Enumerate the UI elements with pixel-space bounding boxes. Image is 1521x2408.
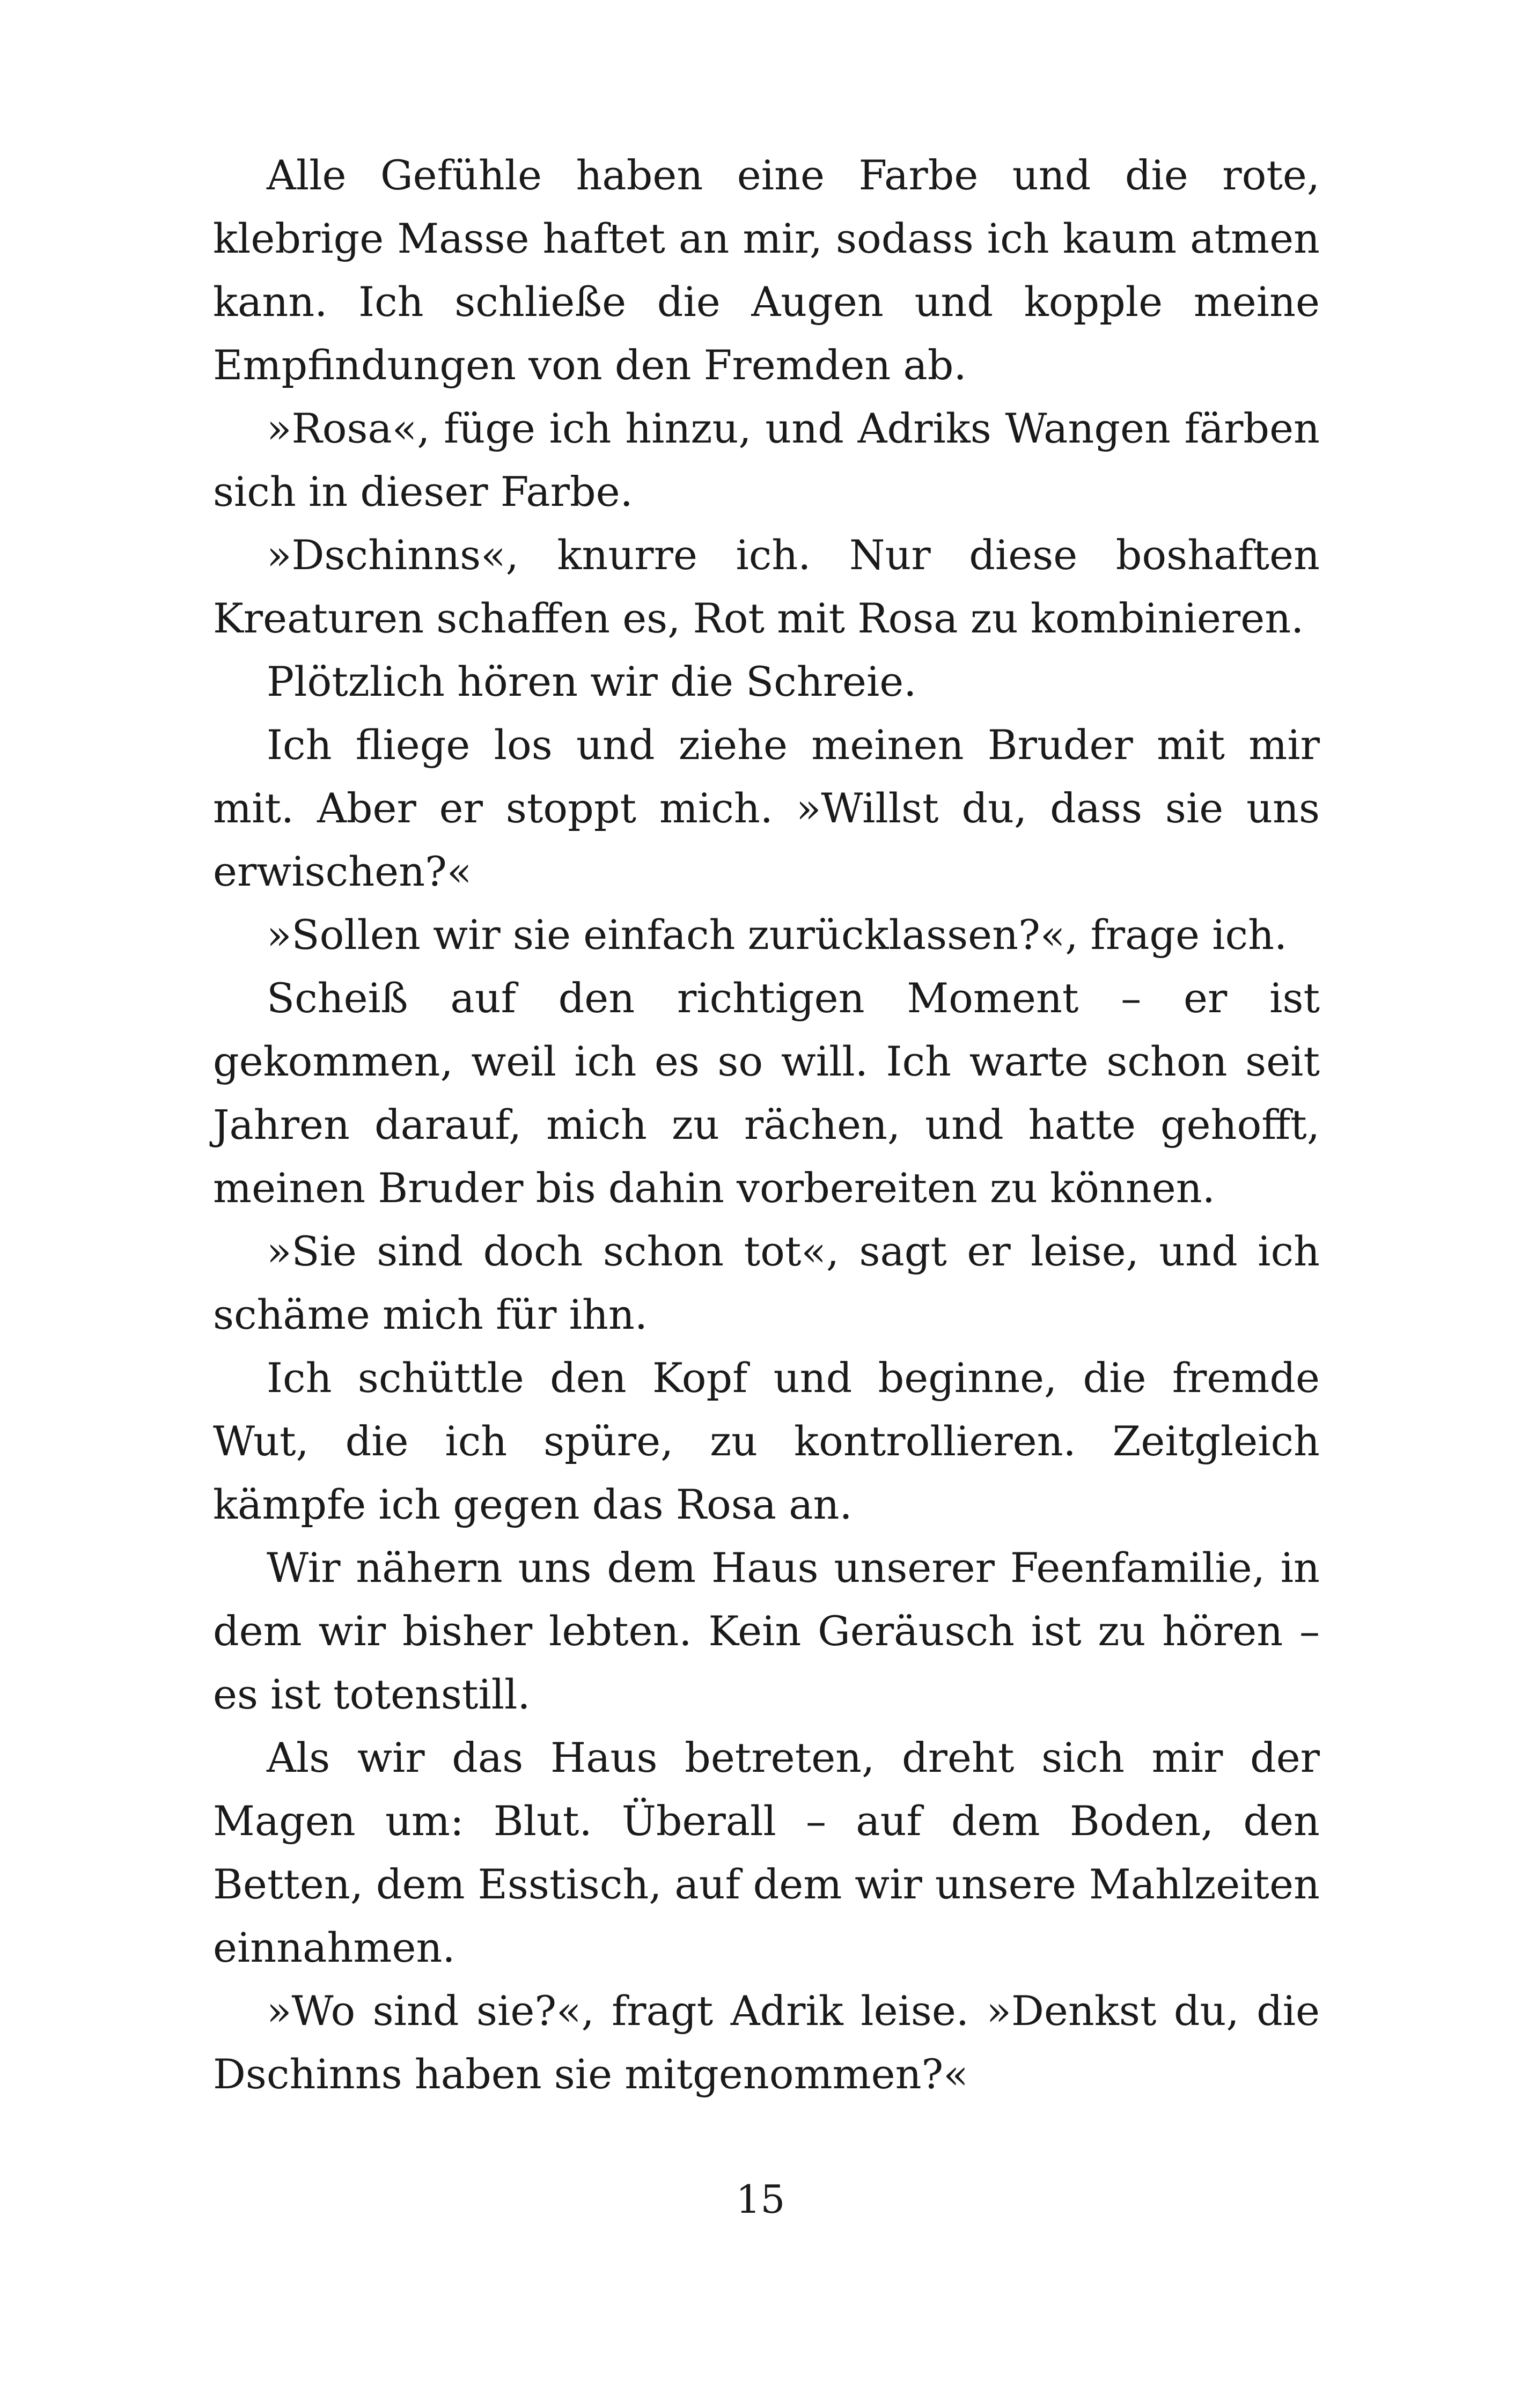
paragraph-2: »Rosa«, füge ich hinzu, und Adriks Wangen färben sich in dieser Farbe. (213, 404, 1320, 516)
paragraph-3: »Dschinns«, knurre ich. Nur diese boshaften Kreaturen schaffen es, Rot mit Rosa zu kombinieren. (213, 531, 1320, 642)
paragraph-7: Scheiß auf den richtigen Moment – er ist gekommen, weil ich es so will. Ich warte schon seit Jahren darauf, mich zu rächen, und hatte gehofft, meinen Bruder bis dahin vorbereiten zu können. (213, 974, 1320, 1212)
body-text (213, 144, 1320, 2106)
paragraph-8: »Sie sind doch schon tot«, sagt er leise, und ich schäme mich für ihn. (213, 1227, 1320, 1338)
paragraph-1: Alle Gefühle haben eine Farbe und die rote, klebrige Masse haftet an mir, sodass ich kaum atmen kann. Ich schließe die Augen und kopple meine Empfindungen von den Fremden ab. (213, 151, 1320, 389)
paragraph-6: »Sollen wir sie einfach zurücklassen?«, frage ich. (267, 911, 1288, 959)
page-number: 15 (736, 2177, 785, 2222)
paragraph-5: Ich fliege los und ziehe meinen Bruder mit mir mit. Aber er stoppt mich. »Willst du, dass sie uns erwischen?« (213, 721, 1320, 895)
paragraph-4: Plötzlich hören wir die Schreie. (267, 658, 917, 705)
paragraph-10: Wir nähern uns dem Haus unserer Feenfamilie, in dem wir bisher lebten. Kein Geräusch ist zu hören – es ist totenstill. (213, 1544, 1320, 1718)
paragraph-9: Ich schüttle den Kopf und beginne, die fremde Wut, die ich spüre, zu kontrollieren. Zeitgleich kämpfe ich gegen das Rosa an. (213, 1354, 1320, 1528)
paragraph-12: »Wo sind sie?«, fragt Adrik leise. »Denkst du, die Dschinns haben sie mitgenommen?« (213, 1987, 1320, 2098)
paragraph-11: Als wir das Haus betreten, dreht sich mir der Magen um: Blut. Überall – auf dem Boden, den Betten, dem Esstisch, auf dem wir unsere Mahlzeiten einnahmen. (213, 1734, 1320, 1971)
